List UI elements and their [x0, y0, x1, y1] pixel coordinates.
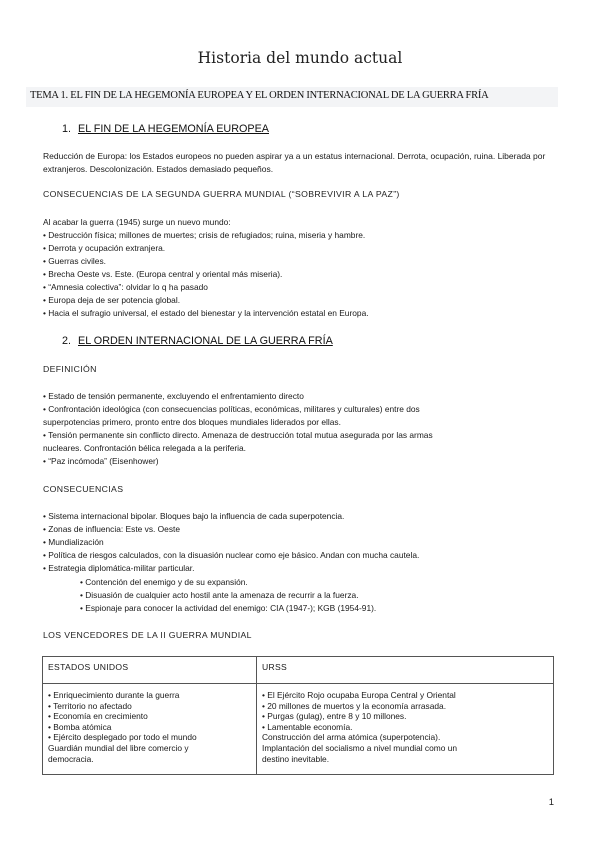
definition-line: nucleares. Confrontación bélica relegada a la periferia.: [43, 443, 246, 453]
strategy-sub-line: • Disuasión de cualquier acto hostil ante la amenaza de recurrir a la fuerza.: [80, 590, 359, 600]
cold-war-consequence-line: • Zonas de influencia: Este vs. Oeste: [43, 524, 181, 534]
cold-war-consequence-line: • Mundialización: [43, 537, 104, 547]
urss-line: • Purgas (gulag), entre 8 y 10 millones.: [262, 711, 407, 722]
definition-line: • “Paz incómoda” (Eisenhower): [43, 456, 159, 466]
urss-line: Construcción del arma atómica (superpotencia).: [262, 732, 441, 743]
cold-war-consequence-line: • Política de riesgos calculados, con la disuasión nuclear como eje básico. Andan con mucha cautela.: [43, 550, 420, 560]
document-title: Historia del mundo actual: [197, 49, 403, 67]
usa-line: democracia.: [48, 753, 94, 764]
table-header-row: [43, 657, 554, 684]
table-cell-usa: [43, 684, 257, 775]
ww2-consequence-line: Al acabar la guerra (1945) surge un nuevo mundo:: [43, 217, 231, 227]
section-1-intro: Reducción de Europa: los Estados europeos no pueden aspirar ya a un estatus internacional. Derrota, ocupación, ruina. Liberada por extranjeros. Descolonización. Estados demasiado pequeños.: [43, 151, 546, 175]
definition-line: superpotencias primero, pronto entre dos bloques mundiales liderados por ellas.: [43, 417, 341, 427]
ww2-consequence-line: • “Amnesia colectiva”: olvidar lo q ha pasado: [43, 282, 208, 292]
ww2-consequence-line: • Hacia el sufragio universal, el estado del bienestar y la intervención estatal en Europa.: [43, 308, 369, 318]
table-header-urss: URSS: [257, 657, 554, 684]
usa-line: • Economía en crecimiento: [48, 711, 148, 722]
ww2-consequence-line: • Destrucción física; millones de muertes; crisis de refugiados; ruina, miseria y hambre.: [43, 230, 366, 240]
definition-line: • Estado de tensión permanente, excluyendo el enfrentamiento directo: [43, 391, 304, 401]
urss-line: • El Ejército Rojo ocupaba Europa Central y Oriental: [262, 690, 456, 700]
strategy-sub-line: • Espionaje para conocer la actividad del enemigo: CIA (1947-); KGB (1954-91).: [80, 603, 377, 613]
urss-line: • 20 millones de muertos y la economía arrasada.: [262, 700, 447, 711]
usa-line: • Territorio no afectado: [48, 700, 132, 711]
winners-table: [42, 656, 554, 775]
tema-title: TEMA 1. EL FIN DE LA HEGEMONÍA EUROPEA Y EL ORDEN INTERNACIONAL DE LA GUERRA FRÍA: [30, 90, 489, 101]
cold-war-consequence-line: • Estrategia diplomática-militar particular.: [43, 563, 195, 573]
ww2-consequence-line: • Derrota y ocupación extranjera.: [43, 243, 166, 253]
usa-line: • Ejército desplegado por todo el mundo: [48, 732, 197, 743]
section-2-number: 2.: [62, 335, 72, 347]
section-1-title: EL FIN DE LA HEGEMONÍA EUROPEA: [78, 123, 269, 135]
section-2-title: EL ORDEN INTERNACIONAL DE LA GUERRA FRÍA: [78, 335, 333, 347]
urss-line: Implantación del socialismo a nivel mundial como un: [262, 742, 458, 753]
ww2-consequence-line: • Europa deja de ser potencia global.: [43, 295, 181, 305]
ww2-consequence-line: • Guerras civiles.: [43, 256, 106, 266]
table-row: [43, 684, 554, 775]
cold-war-consequences-heading: CONSECUENCIAS: [43, 484, 124, 494]
table-cell-urss: [257, 684, 554, 775]
table-header-usa: ESTADOS UNIDOS: [43, 657, 257, 684]
usa-line: • Enriquecimiento durante la guerra: [48, 690, 180, 700]
usa-line: • Bomba atómica: [48, 721, 112, 732]
definition-line: • Tensión permanente sin conflicto directo. Amenaza de destrucción total mutua asegurada por las armas: [43, 430, 433, 440]
definition-heading: DEFINICIÓN: [43, 364, 97, 374]
winners-heading: LOS VENCEDORES DE LA II GUERRA MUNDIAL: [43, 630, 252, 640]
definition-line: • Confrontación ideológica (con consecuencias políticas, económicas, militares y culturales) entre dos: [43, 404, 420, 414]
usa-line: Guardián mundial del libre comercio y: [48, 742, 189, 753]
strategy-sub-line: • Contención del enemigo y de su expansión.: [80, 577, 248, 587]
urss-line: destino inevitable.: [262, 753, 330, 764]
ww2-consequence-line: • Brecha Oeste vs. Este. (Europa central y oriental más miseria).: [43, 269, 283, 279]
urss-line: • Lamentable economía.: [262, 721, 353, 732]
ww2-consequences-heading: CONSECUENCIAS DE LA SEGUNDA GUERRA MUNDIAL (“SOBREVIVIR A LA PAZ”): [43, 189, 400, 199]
page-number: 1: [548, 797, 554, 808]
cold-war-consequence-line: • Sistema internacional bipolar. Bloques bajo la influencia de cada superpotencia.: [43, 511, 345, 521]
section-1-number: 1.: [62, 123, 72, 135]
